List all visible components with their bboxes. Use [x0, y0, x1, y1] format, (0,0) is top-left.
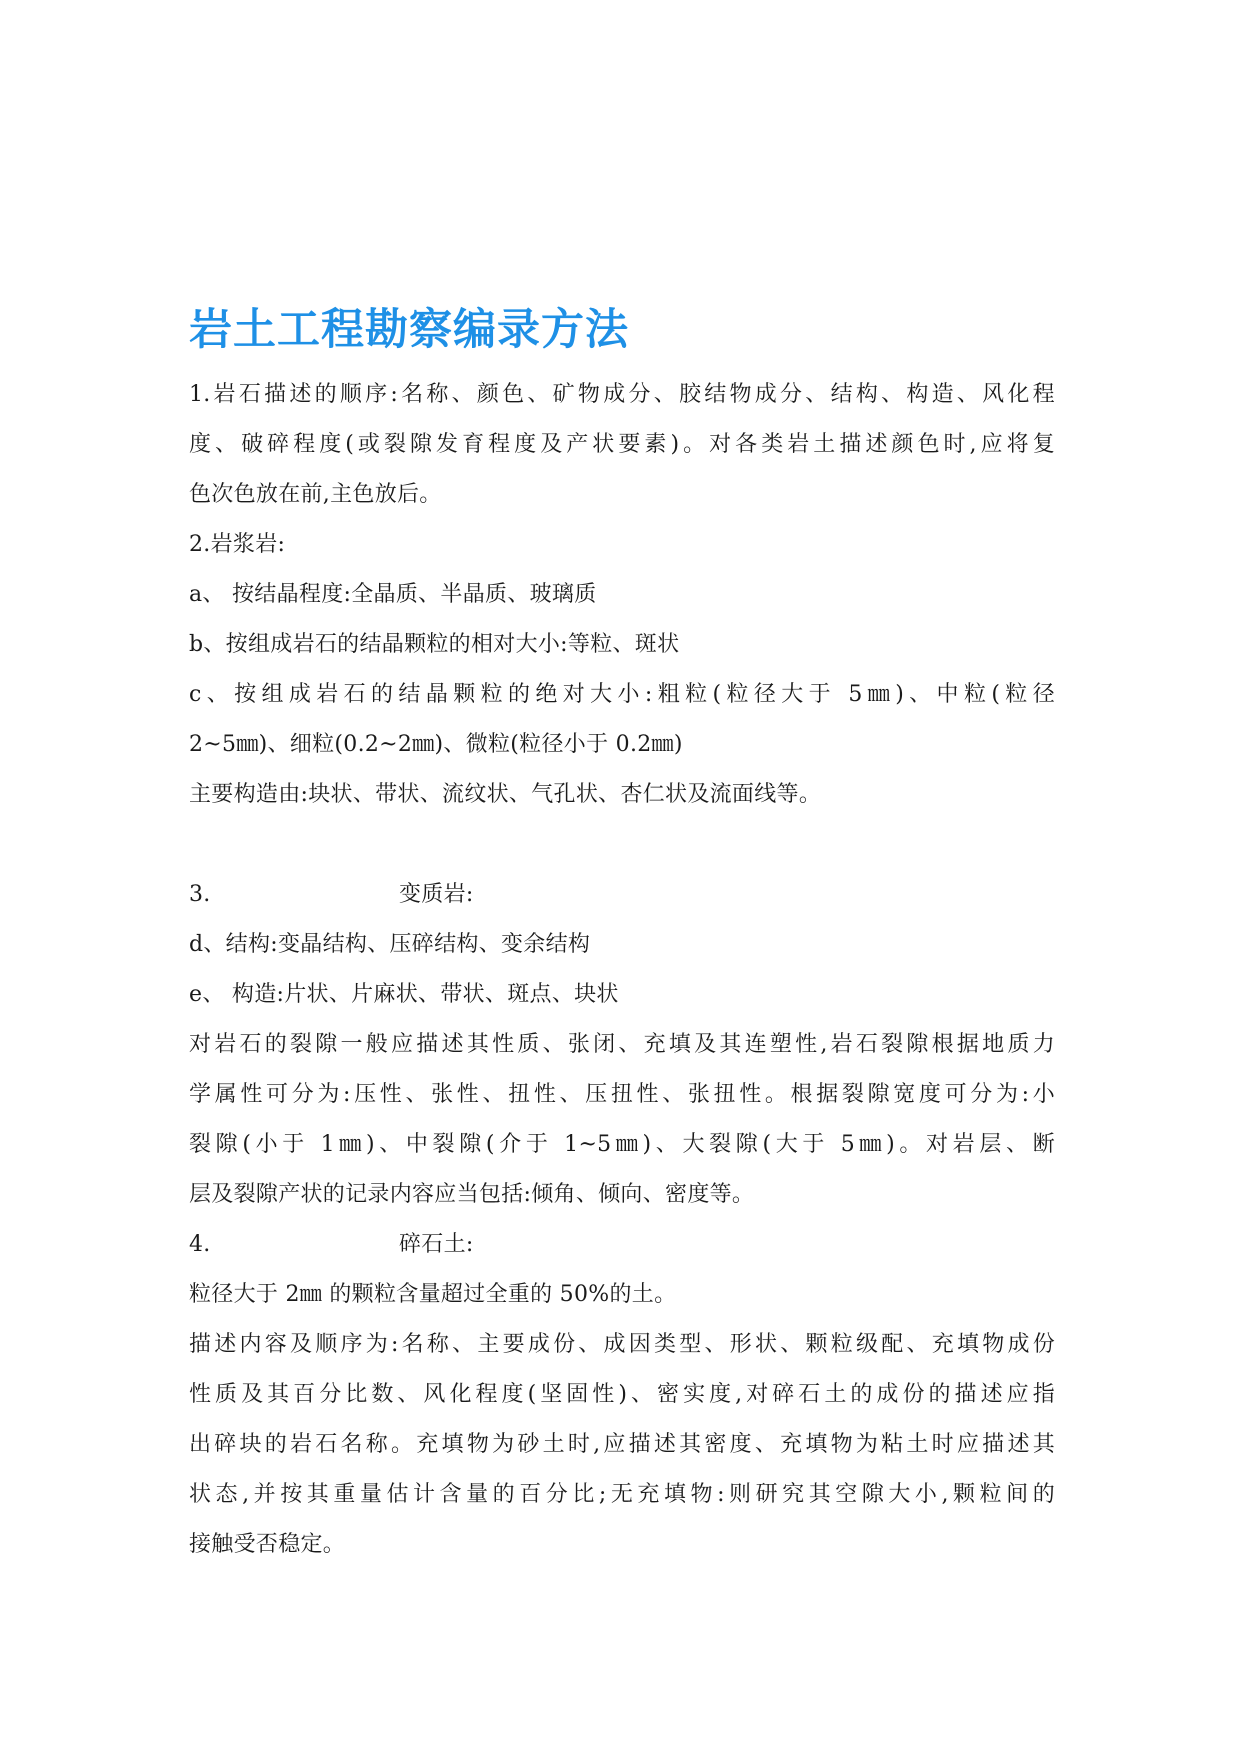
list-item: e、 构造:片状、片麻状、带状、斑点、块状 [189, 982, 619, 1007]
text-line: 层及裂隙产状的记录内容应当包括:倾角、倾向、密度等。 [189, 1182, 755, 1207]
text-line: 状态,并按其重量估计含量的百分比;无充填物:则研究其空隙大小,颗粒间的 [189, 1482, 1055, 1507]
text-line: 色次色放在前,主色放后。 [189, 482, 442, 507]
text-line: 出碎块的岩石名称。充填物为砂土时,应描述其密度、充填物为粘土时应描述其 [189, 1432, 1055, 1457]
text-line: 描述内容及顺序为:名称、主要成份、成因类型、形状、颗粒级配、充填物成份 [189, 1332, 1055, 1357]
section-2-item-c [189, 670, 1055, 770]
document-title: 岩土工程勘察编录方法 [189, 305, 629, 355]
section-3-item-e [189, 970, 1055, 1020]
text-line: 1.岩石描述的顺序:名称、颜色、矿物成分、胶结物成分、结构、构造、风化程 [189, 382, 1055, 407]
text-line: 粒径大于 2㎜ 的颗粒含量超过全重的 50%的土。 [189, 1282, 677, 1307]
section-4-heading [189, 1220, 1055, 1270]
text-line: 性质及其百分比数、风化程度(坚固性)、密实度,对碎石土的成份的描述应指 [189, 1382, 1055, 1407]
section-number: 4. [189, 1232, 211, 1257]
list-item-continuation: 2~5㎜)、细粒(0.2~2㎜)、微粒(粒径小于 0.2㎜) [189, 732, 683, 757]
section-2-item-a [189, 570, 1055, 620]
section-2-item-b [189, 620, 1055, 670]
heading-text: 碎石土: [399, 1232, 474, 1257]
text-line: 度、破碎程度(或裂隙发育程度及产状要素)。对各类岩土描述颜色时,应将复 [189, 432, 1055, 457]
section-3-item-d [189, 920, 1055, 970]
text-line: 对岩石的裂隙一般应描述其性质、张闭、充填及其连塑性,岩石裂隙根据地质力 [189, 1032, 1055, 1057]
section-2-heading [189, 520, 1055, 570]
list-item: a、 按结晶程度:全晶质、半晶质、玻璃质 [189, 582, 597, 607]
section-2-structures [189, 770, 1055, 820]
section-3-fissure-paragraph [189, 1020, 1055, 1220]
text-line: 接触受否稳定。 [189, 1532, 346, 1557]
section-3-heading [189, 870, 1055, 920]
heading-text: 2.岩浆岩: [189, 532, 286, 557]
list-item: d、结构:变晶结构、压碎结构、变余结构 [189, 932, 591, 957]
section-number: 3. [189, 882, 211, 907]
heading-text: 变质岩: [399, 882, 474, 907]
section-1-paragraph [189, 370, 1055, 520]
section-4-description-paragraph [189, 1320, 1055, 1570]
text-line: 学属性可分为:压性、张性、扭性、压扭性、张扭性。根据裂隙宽度可分为:小 [189, 1082, 1055, 1107]
section-4-definition [189, 1270, 1055, 1320]
list-item: c、按组成岩石的结晶颗粒的绝对大小:粗粒(粒径大于 5㎜)、中粒(粒径 [189, 682, 1055, 707]
text-line: 主要构造由:块状、带状、流纹状、气孔状、杏仁状及流面线等。 [189, 782, 822, 807]
text-line: 裂隙(小于 1㎜)、中裂隙(介于 1~5㎜)、大裂隙(大于 5㎜)。对岩层、断 [189, 1132, 1055, 1157]
list-item: b、按组成岩石的结晶颗粒的相对大小:等粒、斑状 [189, 632, 680, 657]
